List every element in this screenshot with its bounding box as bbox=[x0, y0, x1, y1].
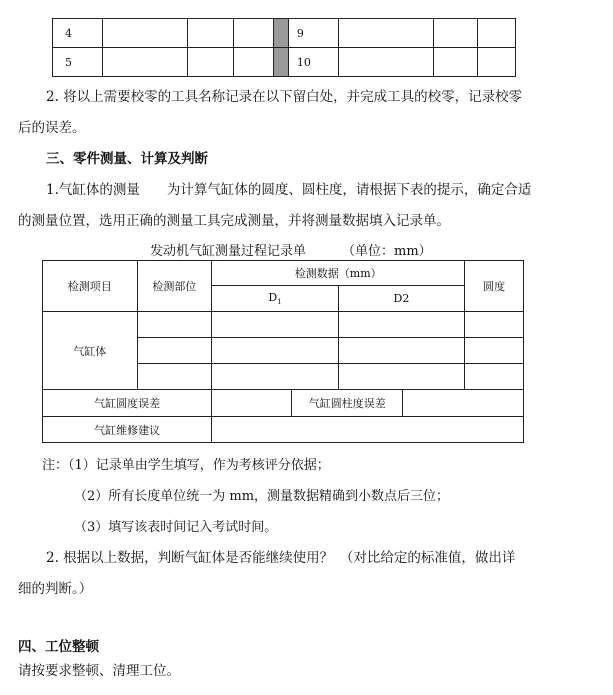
table-title-text: 发动机气缸测量过程记录单 bbox=[150, 244, 307, 259]
label-cylindricity-error: 气缸圆柱度误差 bbox=[292, 390, 403, 416]
table-cell[interactable] bbox=[137, 338, 212, 364]
table-cell[interactable] bbox=[212, 338, 338, 364]
table-title bbox=[150, 240, 432, 259]
label-repair-advice: 气缸维修建议 bbox=[43, 417, 212, 443]
notes-block bbox=[42, 450, 602, 543]
table-cell[interactable] bbox=[137, 312, 212, 338]
section-heading-4: 四、工位整顿 bbox=[18, 639, 99, 655]
d1-label: D bbox=[268, 290, 278, 304]
roundness-error-group bbox=[212, 390, 524, 417]
header-item: 检测项目 bbox=[43, 261, 138, 312]
note-3: （3）填写该表时间记入考试时间。 bbox=[74, 520, 278, 535]
repair-advice-value[interactable] bbox=[212, 417, 524, 443]
table-row bbox=[53, 48, 516, 77]
section-heading-3: 三、零件测量、计算及判断 bbox=[46, 151, 208, 167]
table-cell[interactable] bbox=[234, 48, 274, 77]
table-row bbox=[53, 19, 516, 48]
table-header-row bbox=[43, 261, 524, 286]
text-line: 后的误差。 bbox=[18, 120, 86, 136]
paragraph-workstation: 请按要求整顿、清理工位。 bbox=[18, 663, 180, 679]
separator-column bbox=[274, 19, 289, 48]
inner-row bbox=[212, 390, 523, 416]
header-d1 bbox=[212, 286, 338, 312]
header-roundness: 圆度 bbox=[465, 261, 524, 312]
tool-record-table bbox=[52, 18, 516, 77]
table-cell[interactable] bbox=[137, 364, 212, 390]
table-cell[interactable] bbox=[212, 312, 338, 338]
table-cell[interactable] bbox=[465, 312, 524, 338]
header-data: 检测数据（mm） bbox=[212, 261, 465, 286]
note-line-1 bbox=[42, 450, 602, 481]
note-2: （2）所有长度单位统一为 mm，测量数据精确到小数点后三位； bbox=[74, 489, 450, 504]
paragraph-judgement-cont: 细的判断。） bbox=[18, 581, 93, 597]
table-cell[interactable] bbox=[338, 364, 464, 390]
row-label-cylinder: 气缸体 bbox=[43, 312, 138, 390]
table-cell[interactable] bbox=[339, 48, 434, 77]
table-cell[interactable] bbox=[465, 338, 524, 364]
separator-column bbox=[274, 48, 289, 77]
table-cell[interactable] bbox=[433, 19, 477, 48]
header-part: 检测部位 bbox=[137, 261, 212, 312]
table-cell[interactable] bbox=[212, 364, 338, 390]
row-number: 4 bbox=[53, 19, 103, 48]
d1-subscript: 1 bbox=[277, 298, 282, 307]
table-cell[interactable] bbox=[103, 48, 188, 77]
notes-label: 注： bbox=[42, 458, 69, 473]
table-cell[interactable] bbox=[188, 19, 234, 48]
roundness-error-value[interactable] bbox=[212, 390, 292, 416]
table-cell[interactable] bbox=[465, 364, 524, 390]
label-roundness-error: 气缸圆度误差 bbox=[43, 390, 212, 417]
paragraph-zeroing-cont bbox=[18, 113, 598, 144]
cylinder-measurement-table bbox=[42, 260, 524, 443]
table-cell[interactable] bbox=[234, 19, 274, 48]
table-cell[interactable] bbox=[477, 48, 515, 77]
paragraph-cylinder-measure-cont: 的测量位置，选用正确的测量工具完成测量，并将测量数据填入记录单。 bbox=[18, 213, 450, 229]
table-cell[interactable] bbox=[188, 48, 234, 77]
table-cell[interactable] bbox=[103, 19, 188, 48]
table-row bbox=[43, 312, 524, 338]
table-cell[interactable] bbox=[338, 312, 464, 338]
text-line: 2. 将以上需要校零的工具名称记录在以下留白处，并完成工具的校零，记录校零 bbox=[46, 89, 523, 105]
row-number: 9 bbox=[288, 19, 338, 48]
row-number: 5 bbox=[53, 48, 103, 77]
table-cell[interactable] bbox=[433, 48, 477, 77]
table-row bbox=[43, 390, 524, 417]
table-unit: （单位：mm） bbox=[342, 244, 432, 259]
table-cell[interactable] bbox=[477, 19, 515, 48]
header-d2: D2 bbox=[338, 286, 464, 312]
paragraph-cylinder-measure: 1.气缸体的测量 为计算气缸体的圆度、圆柱度，请根据下表的提示，确定合适 bbox=[46, 182, 532, 198]
paragraph-zeroing bbox=[18, 82, 598, 113]
note-1: （1）记录单由学生填写，作为考核评分依据； bbox=[68, 458, 330, 473]
table-cell[interactable] bbox=[338, 338, 464, 364]
table-row bbox=[43, 417, 524, 443]
cylindricity-error-value[interactable] bbox=[403, 390, 523, 416]
row-number: 10 bbox=[288, 48, 338, 77]
table-cell[interactable] bbox=[339, 19, 434, 48]
paragraph-judgement: 2. 根据以上数据，判断气缸体是否能继续使用？ （对比给定的标准值，做出详 bbox=[46, 550, 516, 566]
